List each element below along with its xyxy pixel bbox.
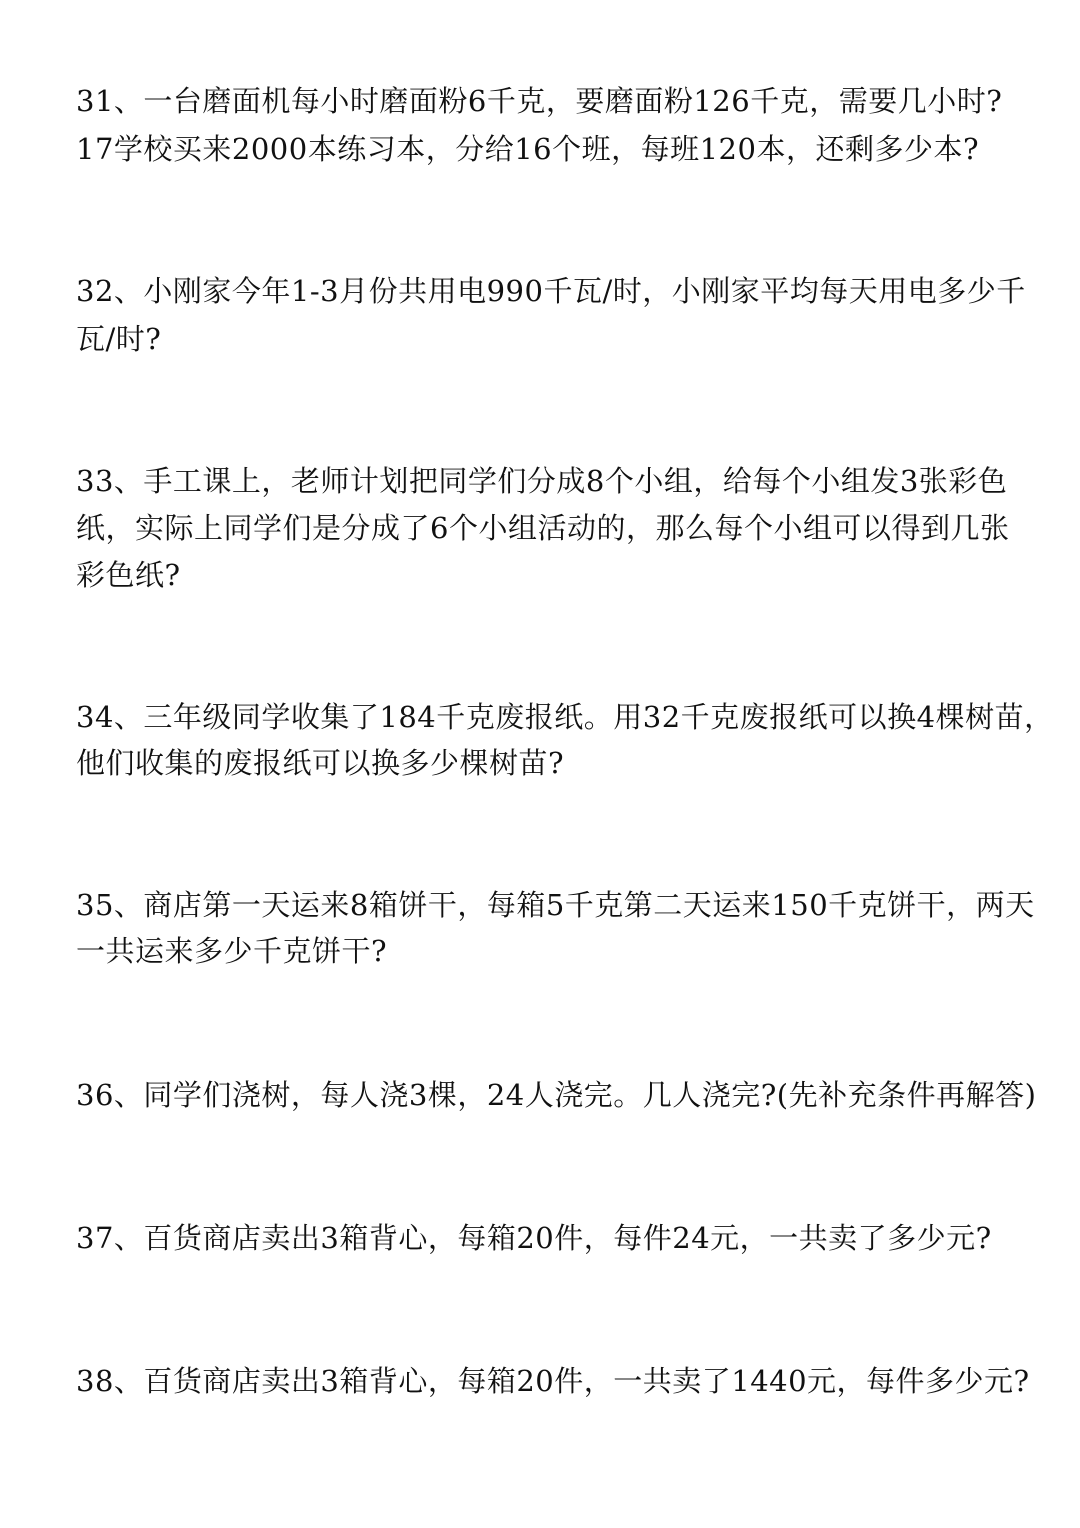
problem-34-line-1: 34、三年级同学收集了184千克废报纸。用32千克废报纸可以换4棵树苗， bbox=[76, 700, 1054, 734]
problem-35-line-2: 一共运来多少千克饼干? bbox=[76, 934, 388, 968]
problem-36-line-1: 36、同学们浇树，每人浇3棵，24人浇完。几人浇完?(先补充条件再解答) bbox=[76, 1078, 1037, 1112]
problem-31-line-2: 17学校买来2000本练习本，分给16个班，每班120本，还剩多少本? bbox=[76, 132, 980, 166]
problem-33-line-1: 33、手工课上，老师计划把同学们分成8个小组，给每个小组发3张彩色 bbox=[76, 464, 1008, 498]
problem-38-line-1: 38、百货商店卖出3箱背心，每箱20件，一共卖了1440元，每件多少元? bbox=[76, 1364, 1030, 1398]
problem-33-line-2: 纸，实际上同学们是分成了6个小组活动的，那么每个小组可以得到几张 bbox=[76, 511, 1010, 545]
problem-37-line-1: 37、百货商店卖出3箱背心，每箱20件，每件24元，一共卖了多少元? bbox=[76, 1221, 992, 1255]
problem-32-line-1: 32、小刚家今年1-3月份共用电990千瓦/时，小刚家平均每天用电多少千 bbox=[76, 274, 1026, 308]
problem-31-line-1: 31、一台磨面机每小时磨面粉6千克，要磨面粉126千克，需要几小时? bbox=[76, 84, 1003, 118]
problem-33-line-3: 彩色纸? bbox=[76, 558, 181, 592]
problem-32-line-2: 瓦/时? bbox=[76, 322, 162, 356]
problem-34-line-2: 他们收集的废报纸可以换多少棵树苗? bbox=[76, 746, 565, 780]
problem-35-line-1: 35、商店第一天运来8箱饼干，每箱5千克第二天运来150千克饼干，两天 bbox=[76, 888, 1035, 922]
